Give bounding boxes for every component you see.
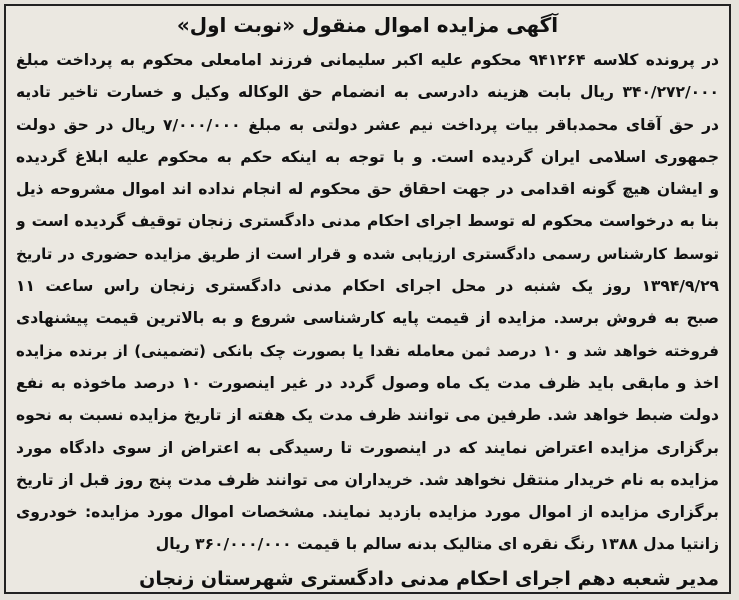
notice-title: آگهی مزایده اموال منقول «نوبت اول» xyxy=(176,13,559,37)
notice-line: برگزاری مزایده اعتراض نمایند که در اینصورت تا رسیدگی به اعتراض از سوی دادگاه مورد xyxy=(16,438,719,457)
notice-line: مزایده به نام خریدار منتقل نخواهد شد. خریداران می توانند ظرف مدت پنج روز قبل از تاریخ xyxy=(16,470,719,489)
notice-line: صبح به فروش برسد. مزایده از قیمت پایه کارشناسی شروع و به بالاترین قیمت پیشنهادی xyxy=(16,309,719,328)
notice-line: ۳۴۰/۲۷۲/۰۰۰ ریال بابت هزینه دادرسی به انضمام حق الوکاله وکیل و خسارت تاخیر تادیه xyxy=(16,83,719,102)
notice-line: توسط کارشناس رسمی دادگستری ارزیابی شده و قرار است از طریق مزایده حضوری در تاریخ xyxy=(16,244,719,263)
notice-line: فروخته خواهد شد و ۱۰ درصد ثمن معامله نقدا یا بصورت چک بانکی (تضمینی) از برنده مزایده xyxy=(16,341,719,360)
notice-line: بنا به درخواست محکوم له توسط اجرای احکام مدنی دادگستری زنجان توقیف گردیده است و xyxy=(16,212,719,231)
notice-line: جمهوری اسلامی ایران گردیده است. و با توجه به اینکه حکم به محکوم علیه ابلاغ گردیده xyxy=(16,147,719,166)
notice-line: دولت ضبط خواهد شد. طرفین می توانند ظرف مدت یک هفته از تاریخ مزایده نسبت به نحوه xyxy=(16,406,719,425)
notice-line: برگزاری مزایده از اموال مورد مزایده بازدید نمایند. مشخصات اموال مورد مزایده: خودروی xyxy=(16,503,719,522)
notice-body xyxy=(16,44,719,561)
notice-line: در پرونده کلاسه ۹۴۱۲۶۴ محکوم علیه اکبر سلیمانی فرزند امامعلی محکوم به پرداخت مبلغ xyxy=(16,51,719,69)
notice-signature: مدیر شعبه دهم اجرای احکام مدنی دادگستری شهرستان زنجان xyxy=(139,567,719,590)
notice-line: در حق آقای محمدباقر بیات پرداخت نیم عشر دولتی به مبلغ ۷/۰۰۰/۰۰۰ ریال در حق دولت xyxy=(16,115,719,134)
notice-line: ۱۳۹۴/۹/۲۹ روز یک شنبه در محل اجرای احکام مدنی دادگستری زنجان راس ساعت ۱۱ xyxy=(16,277,719,296)
auction-notice xyxy=(4,4,731,594)
notice-line: و ایشان هیچ گونه اقدامی در جهت احقاق حق محکوم له انجام نداده اند اموال مشروحه ذیل xyxy=(16,180,719,199)
notice-line: زانتیا مدل ۱۳۸۸ رنگ نقره ای متالیک بدنه سالم با قیمت ۳۶۰/۰۰۰/۰۰۰ ریال xyxy=(155,535,719,554)
notice-line: اخذ و مابقی باید ظرف مدت یک ماه وصول گردد در غیر اینصورت ۱۰ درصد ماخوذه به نفع xyxy=(16,373,719,392)
